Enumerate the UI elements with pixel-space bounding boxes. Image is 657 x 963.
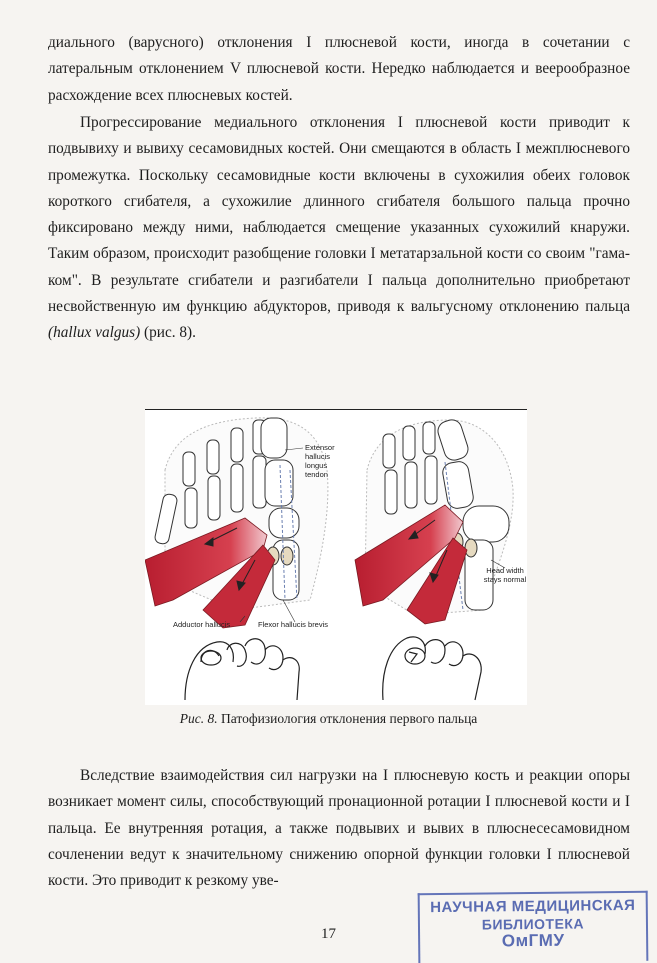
stamp-line-3: ОмГМУ bbox=[501, 930, 565, 951]
stamp-line-2: БИБЛИОТЕКА bbox=[481, 915, 585, 933]
paragraph-2-text: Прогрессирование медиального отклонения I плюсневой кости приводит к подвывиху и вывиху сесамовидных костей. Они смещаются в область I межплюсневого промежутка. Поскольку сесамовидные кости включены в сухожилия обеих головок короткого сгибателя, а сухожилие длинного сгибателя большого пальца прочно фиксировано между ними, наблюдается смещение указанных сухожилий кнаружи. Таким образом, происходит разобщение головки I метатарзальной кости со своим "гамаком". В результате сгибатели и разгибатели I пальца дополнительно приобретают несвойственную им функцию абдукторов, приводя к вальгусному отклонению пальца bbox=[48, 114, 630, 316]
figure-caption bbox=[0, 711, 657, 727]
figure-reference: (рис. 8). bbox=[140, 324, 196, 342]
library-stamp bbox=[418, 891, 649, 963]
hallux-valgus-term: (hallux valgus) bbox=[48, 324, 141, 342]
right-toes-sketch bbox=[383, 637, 482, 700]
label-extensor-2: hallucis bbox=[305, 452, 331, 461]
caption-prefix: Рис. 8. bbox=[179, 711, 218, 726]
label-head-width-2: stays normal bbox=[483, 575, 527, 584]
foot-diagram bbox=[145, 410, 527, 705]
label-extensor-3: longus bbox=[305, 461, 328, 470]
left-toes-sketch bbox=[185, 639, 299, 700]
paragraph-3: Вследствие взаимодействия сил нагрузки на I плюсневую кость и реакции опоры возникает момент силы, способствующий пронационной ротации I плюсневой кости и I пальца. Ее внутренняя ротация, а также подвывих и вывих в плюснесесамовидном сочленении ведут к значительному снижению опорной функции головки I плюсневой кости. Это приводит к резкому уве- bbox=[48, 767, 630, 890]
page-number: 17 bbox=[321, 926, 336, 942]
paragraph-2 bbox=[48, 110, 630, 347]
label-adductor-hallucis: Adductor hallucis bbox=[173, 620, 231, 629]
label-extensor-1: Extensor bbox=[305, 443, 335, 452]
label-flexor-hallucis-brevis: Flexor hallucis brevis bbox=[258, 620, 329, 629]
paragraph-1: диального (варусного) отклонения I плюсневой кости, иногда в сочетании с латеральным отклонением V плюсневой кости. Нередко наблюдается и веерообразное расхождение всех плюсневых костей. bbox=[48, 34, 630, 104]
figure-8 bbox=[145, 409, 527, 705]
stamp-line-1: НАУЧНАЯ МЕДИЦИНСКАЯ bbox=[430, 896, 636, 917]
label-extensor-4: tendon bbox=[305, 470, 328, 479]
label-head-width-1: Head width bbox=[486, 566, 524, 575]
caption-text: Патофизиология отклонения первого пальца bbox=[217, 711, 478, 726]
